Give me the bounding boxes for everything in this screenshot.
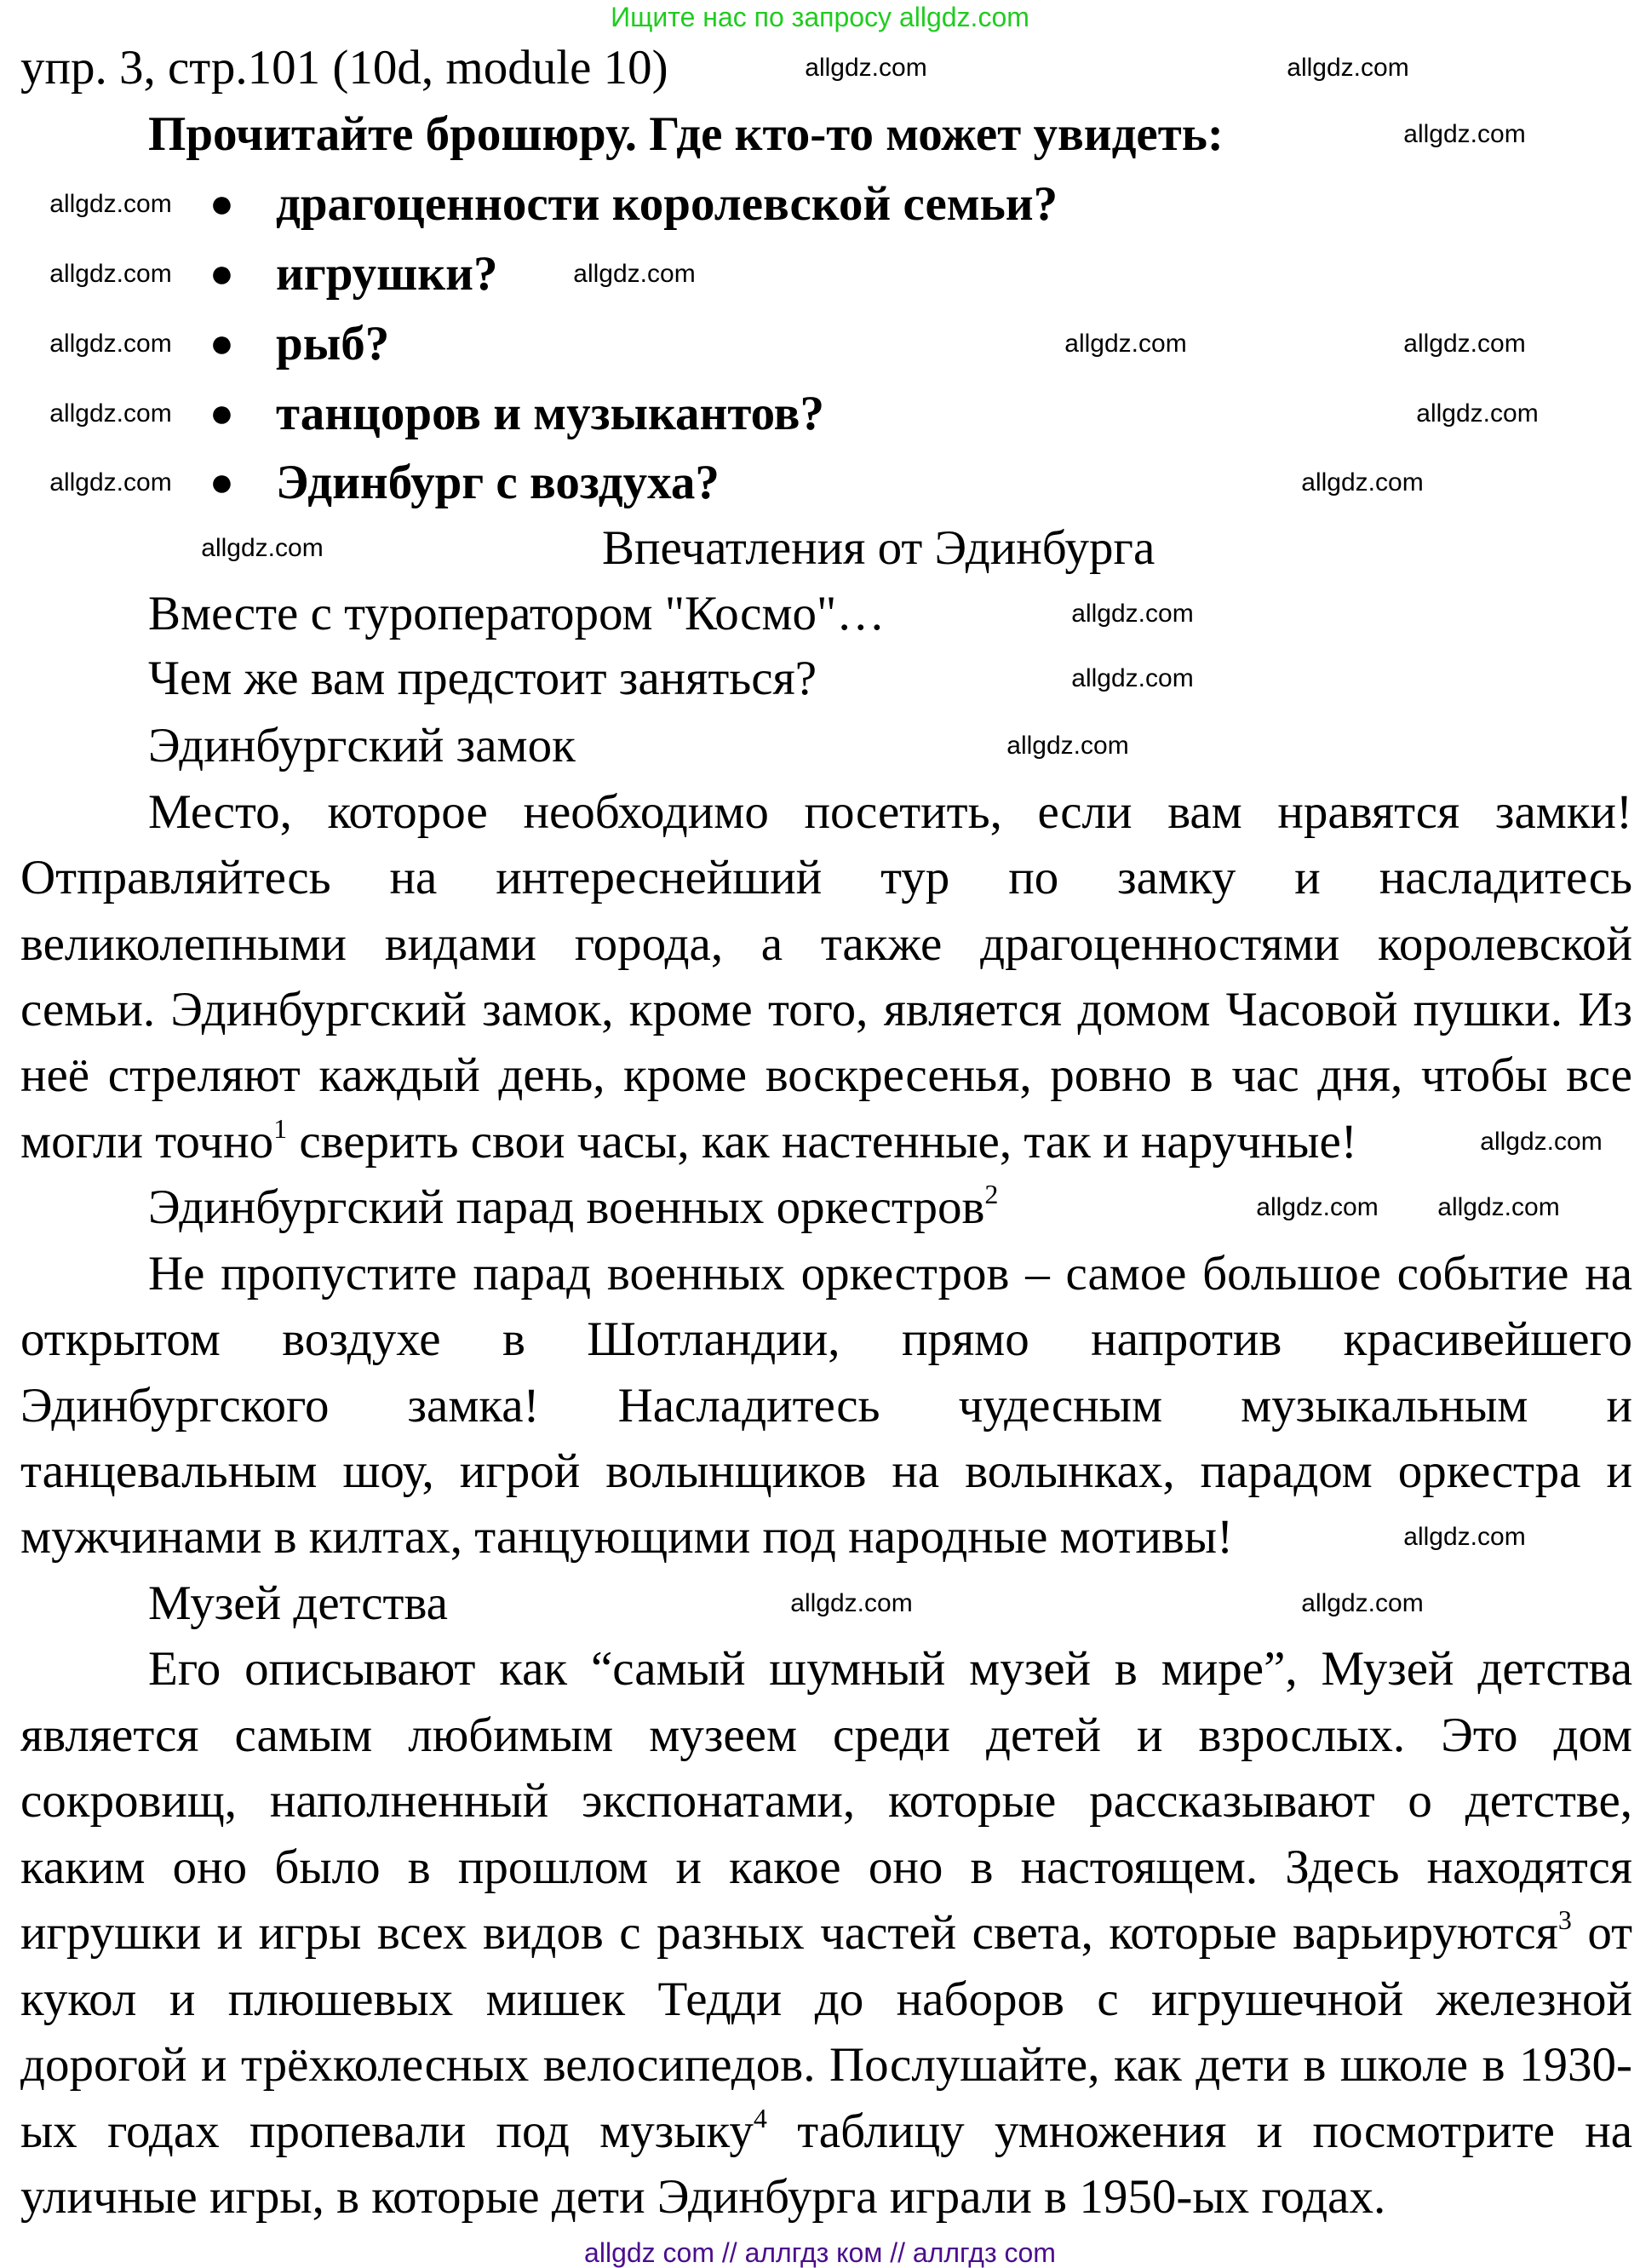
paragraph-line: танцевальным шоу, игрой волынщиков на волынках, парадом оркестра и xyxy=(20,1444,1632,1498)
line-text: ых годах пропевали под музыку xyxy=(20,2104,754,2158)
paragraph-line: открытом воздухе в Шотландии, прямо напротив красивейшего xyxy=(20,1312,1632,1366)
paragraph-line: мужчинами в килтах, танцующими под народные мотивы! xyxy=(20,1510,1234,1564)
bullet-icon: ● xyxy=(209,391,234,436)
line-text: таблицу умножения и посмотрите на xyxy=(766,2104,1632,2158)
watermark: allgdz.com xyxy=(49,468,172,497)
section-heading-museum: Музей детства xyxy=(148,1576,448,1630)
paragraph-line: уличные игры, в которые дети Эдинбурга играли в 1950-ых годах. xyxy=(20,2170,1386,2224)
paragraph-line: кукол и плюшевых мишек Тедди до наборов с игрушечной железной xyxy=(20,1972,1632,2026)
paragraph-line: Отправляйтесь на интереснейший тур по замку и насладитесь xyxy=(20,851,1632,904)
watermark: allgdz.com xyxy=(1403,120,1526,148)
watermark: allgdz.com xyxy=(1437,1193,1560,1221)
watermark: allgdz.com xyxy=(49,260,172,288)
paragraph-line xyxy=(20,1111,1357,1173)
section-heading-castle: Эдинбургский замок xyxy=(148,719,576,772)
footnote-mark: 1 xyxy=(273,1113,288,1144)
bullet-item: драгоценности королевской семьи? xyxy=(276,177,1058,231)
intro-line: Чем же вам предстоит заняться? xyxy=(148,652,817,705)
paragraph-line: сокровищ, наполненный экспонатами, которые рассказывают о детстве, xyxy=(20,1774,1632,1828)
watermark: allgdz.com xyxy=(1403,330,1526,358)
line-text: могли точно xyxy=(20,1115,274,1168)
paragraph-line xyxy=(20,1903,1632,1964)
paragraph-line: семьи. Эдинбургский замок, кроме того, является домом Часовой пушки. Из xyxy=(20,983,1632,1036)
watermark: allgdz.com xyxy=(201,534,324,562)
section-heading-tattoo xyxy=(148,1177,998,1238)
paragraph-line: неё стреляют каждый день, кроме воскресенья, ровно в час дня, чтобы все xyxy=(20,1048,1632,1102)
line-text: сверить свои часы, как настенные, так и наручные! xyxy=(287,1115,1357,1168)
line-text: игрушки и игры всех видов с разных частей света, которые варьируются xyxy=(20,1906,1558,1960)
bullet-item: танцоров и музыкантов? xyxy=(276,387,824,440)
paragraph-line: Место, которое необходимо посетить, если вам нравятся замки! xyxy=(148,785,1632,839)
watermark: allgdz.com xyxy=(1064,330,1187,358)
watermark: allgdz.com xyxy=(49,330,172,358)
footnote-mark: 4 xyxy=(753,2103,767,2133)
watermark: allgdz.com xyxy=(1071,600,1194,628)
watermark: allgdz.com xyxy=(1403,1523,1526,1551)
bullet-item: Эдинбург с воздуха? xyxy=(276,456,720,509)
paragraph-line: каким оно было в прошлом и какое оно в настоящем. Здесь находятся xyxy=(20,1840,1632,1894)
brochure-title: Впечатления от Эдинбурга xyxy=(602,521,1155,575)
bullet-icon: ● xyxy=(209,460,234,505)
bullet-icon: ● xyxy=(209,181,234,227)
bullet-item: игрушки? xyxy=(276,247,498,301)
watermark: allgdz.com xyxy=(1301,468,1424,497)
paragraph-line: Не пропустите парад военных оркестров – самое большое событие на xyxy=(148,1247,1632,1301)
watermark: allgdz.com xyxy=(1287,54,1409,82)
watermark: allgdz.com xyxy=(49,190,172,218)
watermark: allgdz.com xyxy=(49,399,172,428)
search-banner[interactable]: Ищите нас по запросу allgdz.com xyxy=(611,2,1029,32)
watermark: allgdz.com xyxy=(1480,1128,1603,1156)
paragraph-line: Его описывают как “самый шумный музей в мире”, Музей детства xyxy=(148,1642,1632,1696)
paragraph-line: великолепными видами города, а также драгоценностями королевской xyxy=(20,917,1632,971)
watermark: allgdz.com xyxy=(1256,1193,1379,1221)
bullet-icon: ● xyxy=(209,251,234,296)
paragraph-line: является самым любимым музеем среди детей и взрослых. Это дом xyxy=(20,1708,1632,1762)
exercise-title: упр. 3, стр.101 (10d, module 10) xyxy=(20,41,668,95)
footnote-mark: 3 xyxy=(1557,1904,1572,1935)
heading-text: Эдинбургский парад военных оркестров xyxy=(148,1180,985,1234)
watermark: allgdz.com xyxy=(1071,664,1194,692)
watermark: allgdz.com xyxy=(1006,732,1129,760)
paragraph-line: Эдинбургского замка! Насладитесь чудесным музыкальным и xyxy=(20,1379,1632,1433)
watermark: allgdz.com xyxy=(790,1589,913,1617)
watermark: allgdz.com xyxy=(573,260,696,288)
paragraph-line: дорогой и трёхколесных велосипедов. Послушайте, как дети в школе в 1930- xyxy=(20,2038,1632,2092)
watermark: allgdz.com xyxy=(1416,399,1539,428)
watermark: allgdz.com xyxy=(805,54,927,82)
bullet-item: рыб? xyxy=(276,317,390,370)
task-heading: Прочитайте брошюру. Где кто-то может увидеть: xyxy=(148,107,1224,161)
paragraph-line xyxy=(20,2101,1632,2162)
watermark: allgdz.com xyxy=(1301,1589,1424,1617)
intro-line: Вместе с туроператором "Космо"… xyxy=(148,587,886,640)
footnote-mark: 2 xyxy=(984,1179,999,1209)
line-text: от xyxy=(1571,1906,1632,1960)
bullet-icon: ● xyxy=(209,321,234,366)
footer-links[interactable]: allgdz com // аллгдз ком // аллгдз com xyxy=(584,2237,1056,2268)
